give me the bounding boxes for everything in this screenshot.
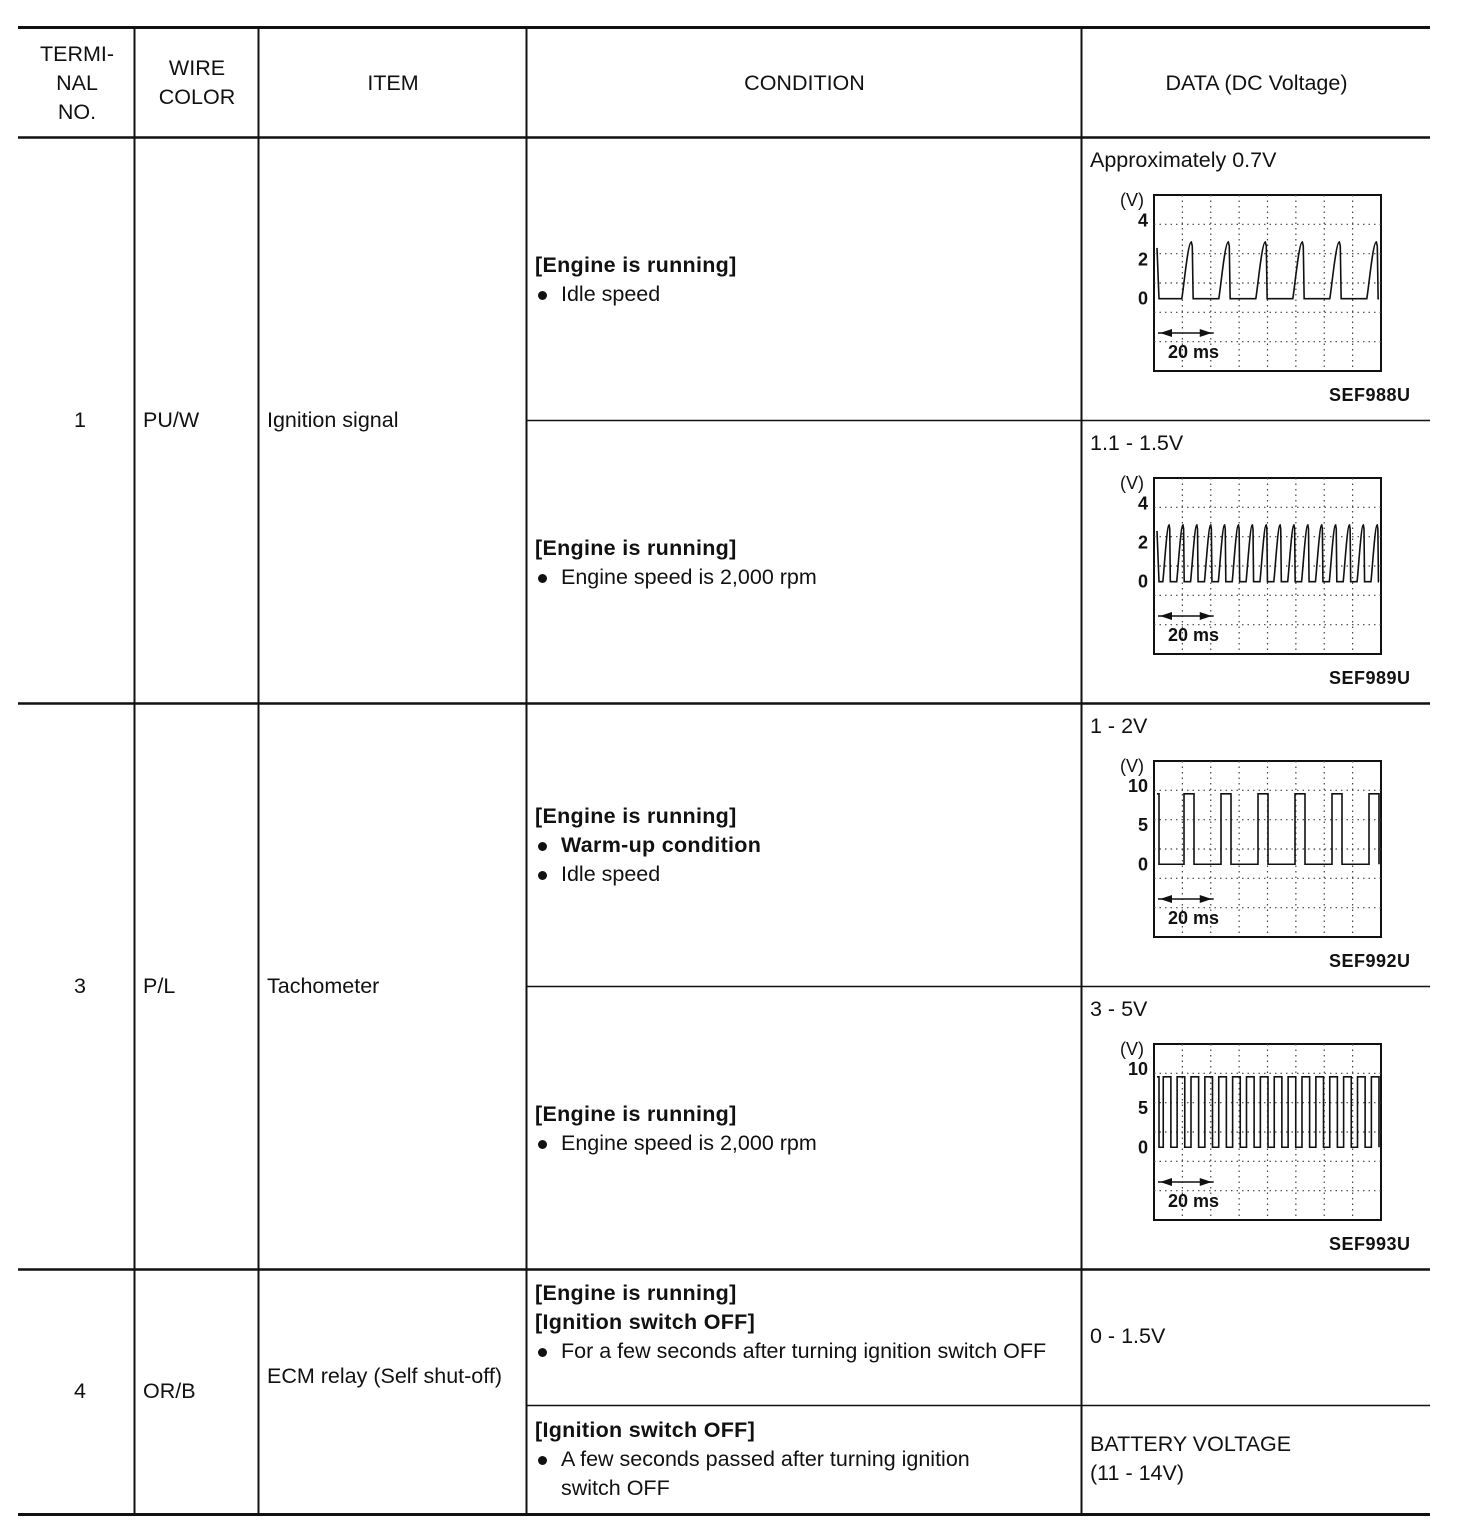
voltage-value: 3 - 5V: [1090, 997, 1148, 1021]
time-scale-arrow: [1160, 329, 1172, 337]
wire-color: PU/W: [143, 408, 200, 432]
condition-heading: [Ignition switch OFF]: [535, 1310, 756, 1334]
scope-trace: [1157, 1077, 1379, 1147]
header-data: DATA (DC Voltage): [1165, 70, 1348, 95]
condition-heading: [Ignition switch OFF]: [535, 1418, 756, 1442]
terminal-number: 3: [74, 974, 86, 998]
scope-y-tick: 0: [1137, 571, 1148, 592]
header-item: ITEM: [367, 70, 419, 95]
condition-bullet: Idle speed: [535, 280, 1065, 309]
scope-y-unit: (V): [1120, 756, 1144, 776]
time-scale-arrow: [1160, 1178, 1172, 1186]
condition-bullet: For a few seconds after turning ignition switch OFF: [535, 1337, 1051, 1366]
time-scale-arrow: [1200, 612, 1212, 620]
header-condition: CONDITION: [744, 70, 865, 95]
item-name: Ignition signal: [267, 408, 399, 432]
time-scale-arrow: [1200, 1178, 1212, 1186]
figure-code: SEF988U: [1329, 385, 1411, 405]
voltage-value: 1 - 2V: [1090, 714, 1148, 738]
terminal-number: 1: [74, 408, 86, 432]
scope-y-tick: 4: [1137, 493, 1148, 514]
scope-y-unit: (V): [1120, 190, 1144, 210]
scope-y-tick: 0: [1137, 288, 1148, 309]
condition-bullet: Engine speed is 2,000 rpm: [535, 563, 1065, 592]
condition-bullet: Engine speed is 2,000 rpm: [535, 1129, 1065, 1158]
time-scale-arrow: [1200, 329, 1212, 337]
condition-heading: [Engine is running]: [535, 1101, 737, 1126]
scope-y-tick: 10: [1127, 776, 1148, 797]
item-name: ECM relay (Self shut-off): [267, 1364, 502, 1388]
oscilloscope-waveform: [1110, 751, 1395, 943]
scope-y-tick: 5: [1137, 815, 1148, 836]
condition-heading: [Engine is running]: [535, 804, 737, 828]
time-scale-arrow: [1160, 612, 1172, 620]
figure-code: SEF989U: [1329, 668, 1411, 688]
condition-bullet: A few seconds passed after turning ignition switch OFF: [535, 1445, 1021, 1503]
scope-y-tick: 2: [1137, 532, 1148, 553]
time-scale-label: 20 ms: [1168, 1191, 1220, 1211]
oscilloscope-waveform: [1110, 468, 1395, 660]
condition-bullet: Warm-up condition: [535, 831, 1065, 860]
condition-text: [535, 422, 1065, 703]
time-scale-label: 20 ms: [1168, 342, 1220, 362]
wire-color: OR/B: [143, 1379, 196, 1403]
condition-heading: [Engine is running]: [535, 535, 737, 560]
condition-text: [535, 988, 1065, 1269]
condition-text: [535, 1279, 1065, 1366]
condition-heading: [Engine is running]: [535, 252, 737, 277]
time-scale-label: 20 ms: [1168, 908, 1220, 928]
scope-y-unit: (V): [1120, 473, 1144, 493]
time-scale-arrow: [1200, 895, 1212, 903]
voltage-value: Approximately 0.7V: [1090, 148, 1277, 172]
scope-y-tick: 0: [1137, 1137, 1148, 1158]
scope-y-tick: 0: [1137, 854, 1148, 875]
wire-color: P/L: [143, 974, 176, 998]
time-scale-arrow: [1160, 895, 1172, 903]
condition-text: [535, 705, 1065, 986]
figure-code: SEF992U: [1329, 951, 1411, 971]
item-name: Tachometer: [267, 974, 380, 998]
oscilloscope-waveform: [1110, 1034, 1395, 1226]
time-scale-label: 20 ms: [1168, 625, 1220, 645]
voltage-value: 0 - 1.5V: [1090, 1324, 1166, 1348]
voltage-value: BATTERY VOLTAGE (11 - 14V): [1090, 1432, 1292, 1485]
condition-heading: [Engine is running]: [535, 1281, 737, 1305]
condition-bullet: Idle speed: [535, 860, 1065, 889]
figure-code: SEF993U: [1329, 1234, 1411, 1254]
condition-text: [535, 139, 1065, 420]
scope-y-tick: 2: [1137, 249, 1148, 270]
scope-trace: [1157, 794, 1379, 864]
header-wire-color: WIRE COLOR: [158, 56, 236, 109]
header-terminal-no: TERMI- NAL NO.: [39, 41, 115, 124]
scope-y-tick: 5: [1137, 1098, 1148, 1119]
condition-text: [535, 1416, 1065, 1503]
scope-y-tick: 4: [1137, 210, 1148, 231]
scope-y-unit: (V): [1120, 1039, 1144, 1059]
scope-y-tick: 10: [1127, 1059, 1148, 1080]
terminal-number: 4: [74, 1379, 86, 1403]
voltage-value: 1.1 - 1.5V: [1090, 431, 1184, 455]
oscilloscope-waveform: [1110, 185, 1395, 377]
